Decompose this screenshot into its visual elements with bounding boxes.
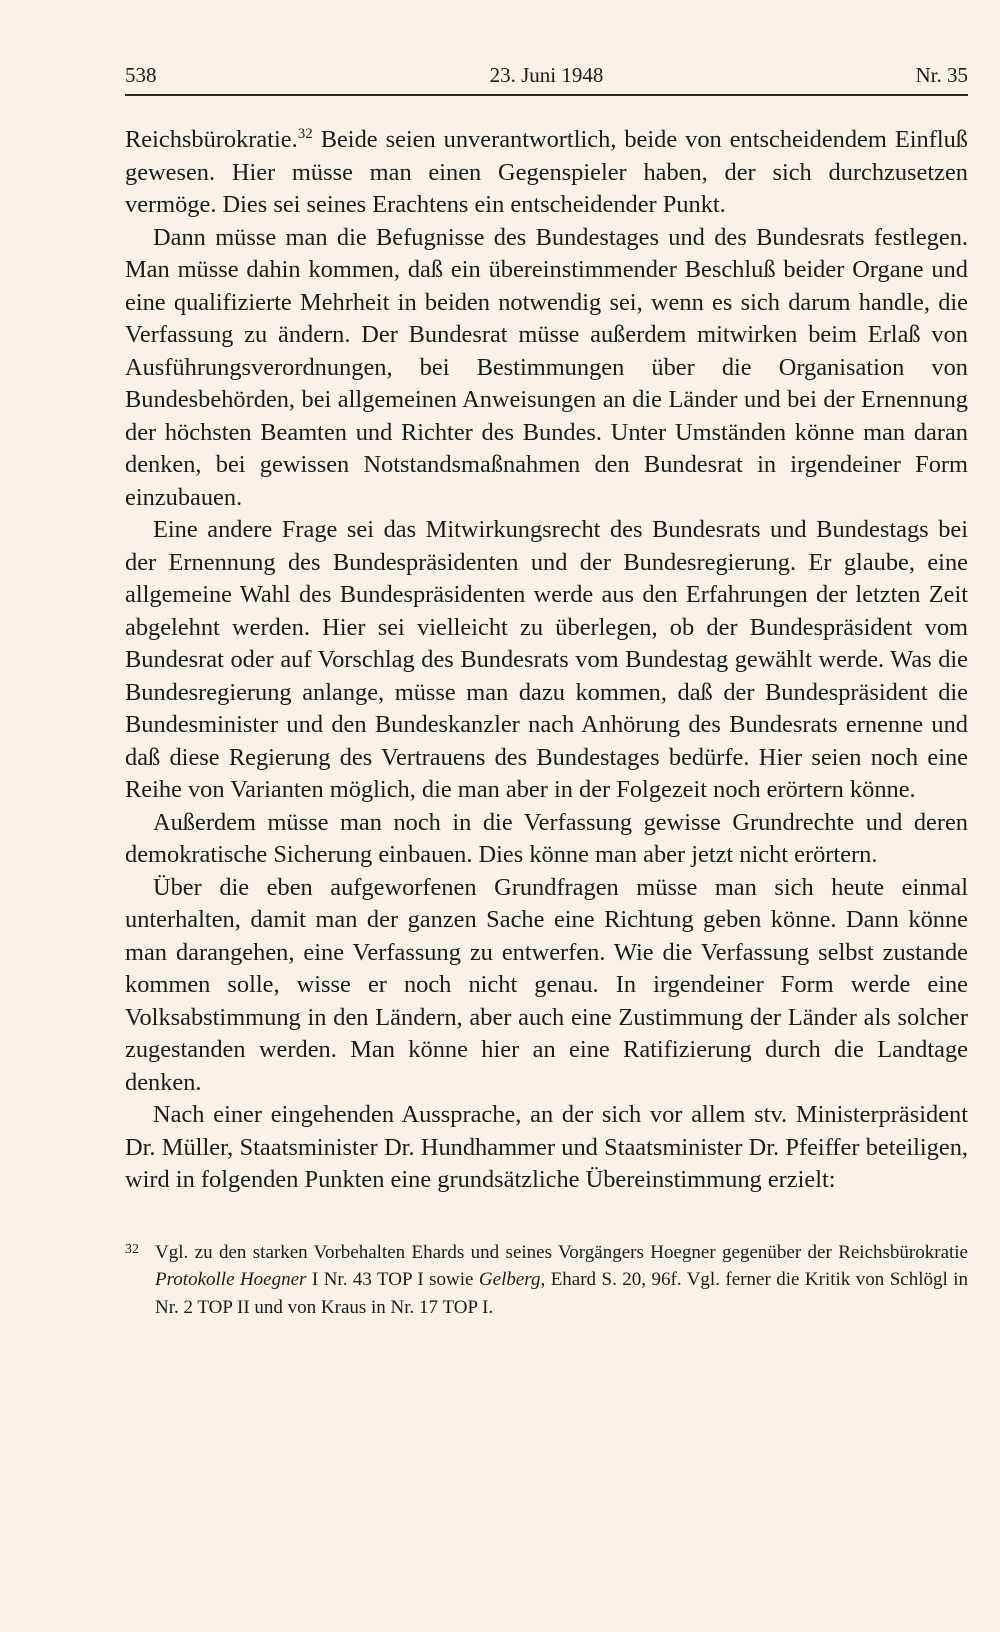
footnote-32 [125, 1239, 968, 1322]
footnote-text-2: I Nr. 43 TOP I sowie [306, 1269, 479, 1290]
paragraph-5: Über die eben aufgeworfenen Grundfragen müsse man sich heute einmal unterhalten, damit man der ganzen Sache eine Richtung geben könne. Dann könne man darangehen, eine Verfassung zu entwerfen. Wie die Verfassung selbst zustande kommen solle, wisse er noch nicht genau. In irgendeiner Form werde eine Volksabstimmung in den Ländern, aber auch eine Zustimmung der Länder als solcher zugestanden werden. Man könne hier an eine Ratifizierung durch die Landtage denken. [125, 873, 968, 1096]
header-date: 23. Juni 1948 [489, 63, 604, 87]
paragraph-1-rest: Beide seien unverantwortlich, beide von entscheidendem Einfluß gewesen. Hier müsse man einen Gegenspieler haben, der sich durchzusetzen vermöge. Dies sei seines Erachtens ein entscheidender Punkt. [125, 126, 968, 218]
paragraph-1-start: Reichsbürokratie. [125, 126, 298, 153]
paragraph-1 [125, 124, 968, 222]
running-header [125, 58, 968, 92]
body-text [125, 124, 968, 1197]
footnote-text-3: , Ehard S. 20, 96f. Vgl. ferner die Kritik von Schlögl in Nr. 2 TOP II und von Kraus in Nr. 17 TOP I. [155, 1269, 969, 1318]
paragraph-4: Außerdem müsse man noch in die Verfassung gewisse Grundrechte und deren demokratische Sicherung einbauen. Dies könne man aber jetzt nicht erörtern. [125, 808, 968, 868]
footnote-number: 32 [125, 1241, 139, 1257]
footnote-text-1: Vgl. zu den starken Vorbehalten Ehards und seines Vorgängers Hoegner gegenüber der Reichsbürokratie [155, 1241, 968, 1263]
paragraph-6: Nach einer eingehenden Aussprache, an der sich vor allem stv. Ministerpräsident Dr. Müller, Staatsminister Dr. Hundhammer und Staatsminister Dr. Pfeiffer beteiligen, wird in folgenden Punkten eine grundsätzliche Übereinstimmung erzielt: [125, 1101, 968, 1193]
header-rule [125, 94, 968, 96]
footnote-citation-protokolle: Protokolle Hoegner [155, 1269, 307, 1290]
page-number: 538 [125, 63, 157, 87]
paragraph-2: Dann müsse man die Befugnisse des Bundestages und des Bundesrats festlegen. Man müsse dahin kommen, daß ein übereinstimmender Beschluß beider Organe und eine qualifizierte Mehrheit in beiden notwendig sei, wenn es sich darum handle, die Verfassung zu ändern. Der Bundesrat müsse außerdem mitwirken beim Erlaß von Ausführungsverordnungen, bei Bestimmungen über die Organisation von Bundesbehörden, bei allgemeinen Anweisungen an die Länder und bei der Ernennung der höchsten Beamten und Richter des Bundes. Unter Umständen könne man daran denken, bei gewissen Notstandsmaßnahmen den Bundesrat in irgendeiner Form einzubauen. [125, 223, 968, 511]
paragraph-3: Eine andere Frage sei das Mitwirkungsrecht des Bundesrats und Bundestags bei der Ernennung des Bundespräsidenten und der Bundesregierung. Er glaube, eine allgemeine Wahl des Bundespräsidenten werde aus den Erfahrungen der letzten Zeit abgelehnt werden. Hier sei vielleicht zu überlegen, ob der Bundespräsident vom Bundesrat oder auf Vorschlag des Bundesrats vom Bundestag gewählt werde. Was die Bundesregierung anlange, müsse man dazu kommen, daß der Bundespräsident die Bundesminister und den Bundeskanzler nach Anhörung des Bundesrats ernenne und daß diese Regierung des Vertrauens des Bundestages bedürfe. Hier seien noch eine Reihe von Varianten möglich, die man aber in der Folgezeit noch erörtern könne. [125, 516, 968, 803]
footnotes [125, 1239, 968, 1322]
footnote-reference[interactable]: 32 [297, 126, 313, 142]
footnote-citation-gelberg: Gelberg [478, 1269, 541, 1290]
document-page [125, 58, 968, 1321]
document-number: Nr. 35 [915, 63, 968, 87]
